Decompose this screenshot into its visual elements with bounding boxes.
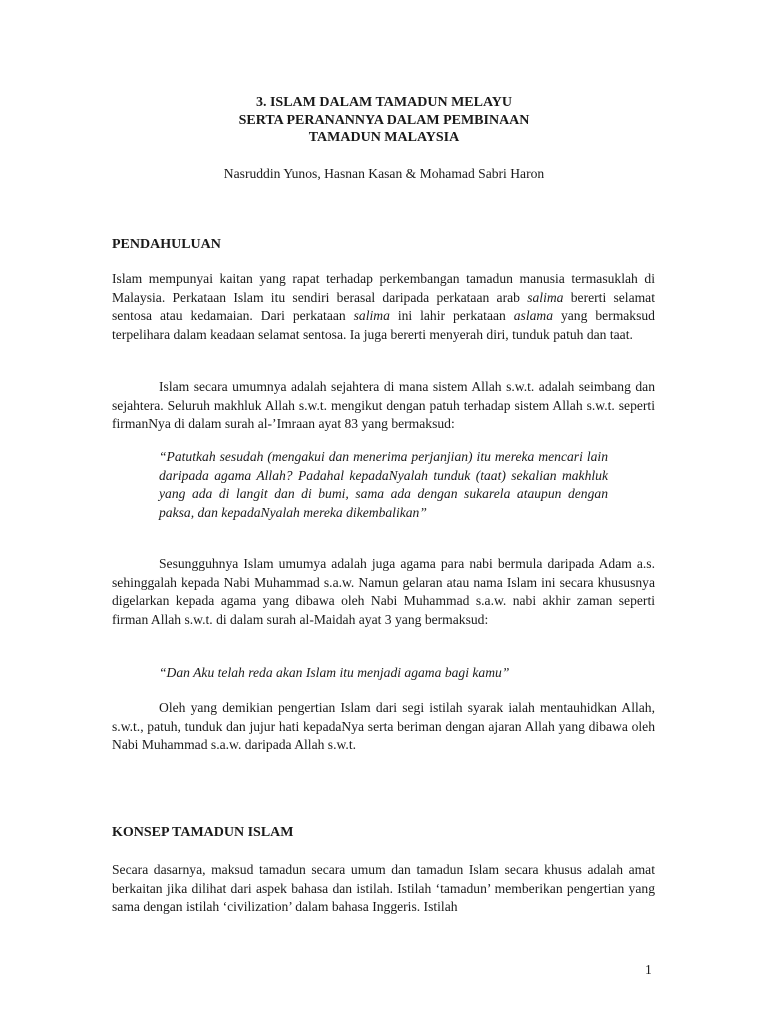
title-line-2: SERTA PERANANNYA DALAM PEMBINAAN [238,112,530,128]
paragraph-konsep-tamadun: Secara dasarnya, maksud tamadun secara umum dan tamadun Islam secara khusus adalah amat berkaitan jika dilihat dari aspek bahasa dan istilah. Istilah ‘tamadun’ memberikan pengertian yang sama dengan istilah ‘civilization’ dalam bahasa Inggeris. Istilah [112,862,655,915]
paragraph-text: Islam mempunyai kaitan yang rapat terhadap perkembangan tamadun manusia termasuklah di Malaysia. Perkataan Islam itu sendiri berasal daripada perkataan arab [112,271,655,305]
italic-term: salima [353,308,390,324]
italic-term: salima [527,289,564,305]
title-line-3: TAMADUN MALAYSIA [308,130,460,145]
paragraph-intro [112,270,655,344]
section-heading-pendahuluan: PENDAHULUAN [112,237,221,252]
document-title [0,94,768,147]
quote-surah-al-imraan: “Patutkah sesudah (mengakui dan menerima perjanjian) itu mereka mencari lain daripada agama Allah? Padahal kepadaNyalah tunduk (taat) sekalian makhluk yang ada di langit dan di bumi, sama ada dengan sukarela ataupun dengan paksa, dan kepadaNyalah mereka dikembalikan” [159,449,608,520]
paragraph-text: ini lahir perkataan [389,308,514,324]
paragraph-pengertian-islam: Oleh yang demikian pengertian Islam dari segi istilah syarak ialah mentauhidkan Allah, s.w.t., patuh, tunduk dan jujur hati kepadaNya serta beriman dengan ajaran Allah yang dibawa oleh Nabi Muhammad s.a.w. daripada Allah s.w.t. [112,700,655,753]
paragraph-islam-sejahtera: Islam secara umumnya adalah sejahtera di mana sistem Allah s.w.t. adalah seimbang dan sejahtera. Seluruh makhluk Allah s.w.t. mengikut dengan patuh terhadap sistem Allah s.w.t. seperti firmanNya di dalam surah al-’Imraan ayat 83 yang bermaksud: [112,379,655,432]
title-line-1: 3. ISLAM DALAM TAMADUN MELAYU [255,95,513,110]
paragraph-agama-para-nabi: Sesungguhnya Islam umumya adalah juga agama para nabi bermula daripada Adam a.s. sehinggalah kepada Nabi Muhammad s.a.w. Namun gelaran atau nama Islam ini secara khususnya digelarkan kepada agama yang dibawa oleh Nabi Muhammad s.a.w. nabi akhir zaman seperti firman Allah s.w.t. di dalam surah al-Maidah ayat 3 yang bermaksud: [112,556,655,627]
italic-term: aslama [513,308,554,324]
paragraph-text: bererti selamat sentosa atau kedamaian. Dari perkataan [112,289,655,324]
page-number: 1 [645,962,652,977]
author-list: Nasruddin Yunos, Hasnan Kasan & Mohamad Sabri Haron [223,166,545,181]
paragraph-text: yang bermaksud terpelihara dalam keadaan selamat sentosa. Ia juga bererti menyerah diri, tunduk patuh dan taat. [112,308,655,342]
section-heading-konsep-tamadun-islam: KONSEP TAMADUN ISLAM [112,825,294,840]
quote-surah-al-maidah: “Dan Aku telah reda akan Islam itu menjadi agama bagi kamu” [159,665,510,680]
